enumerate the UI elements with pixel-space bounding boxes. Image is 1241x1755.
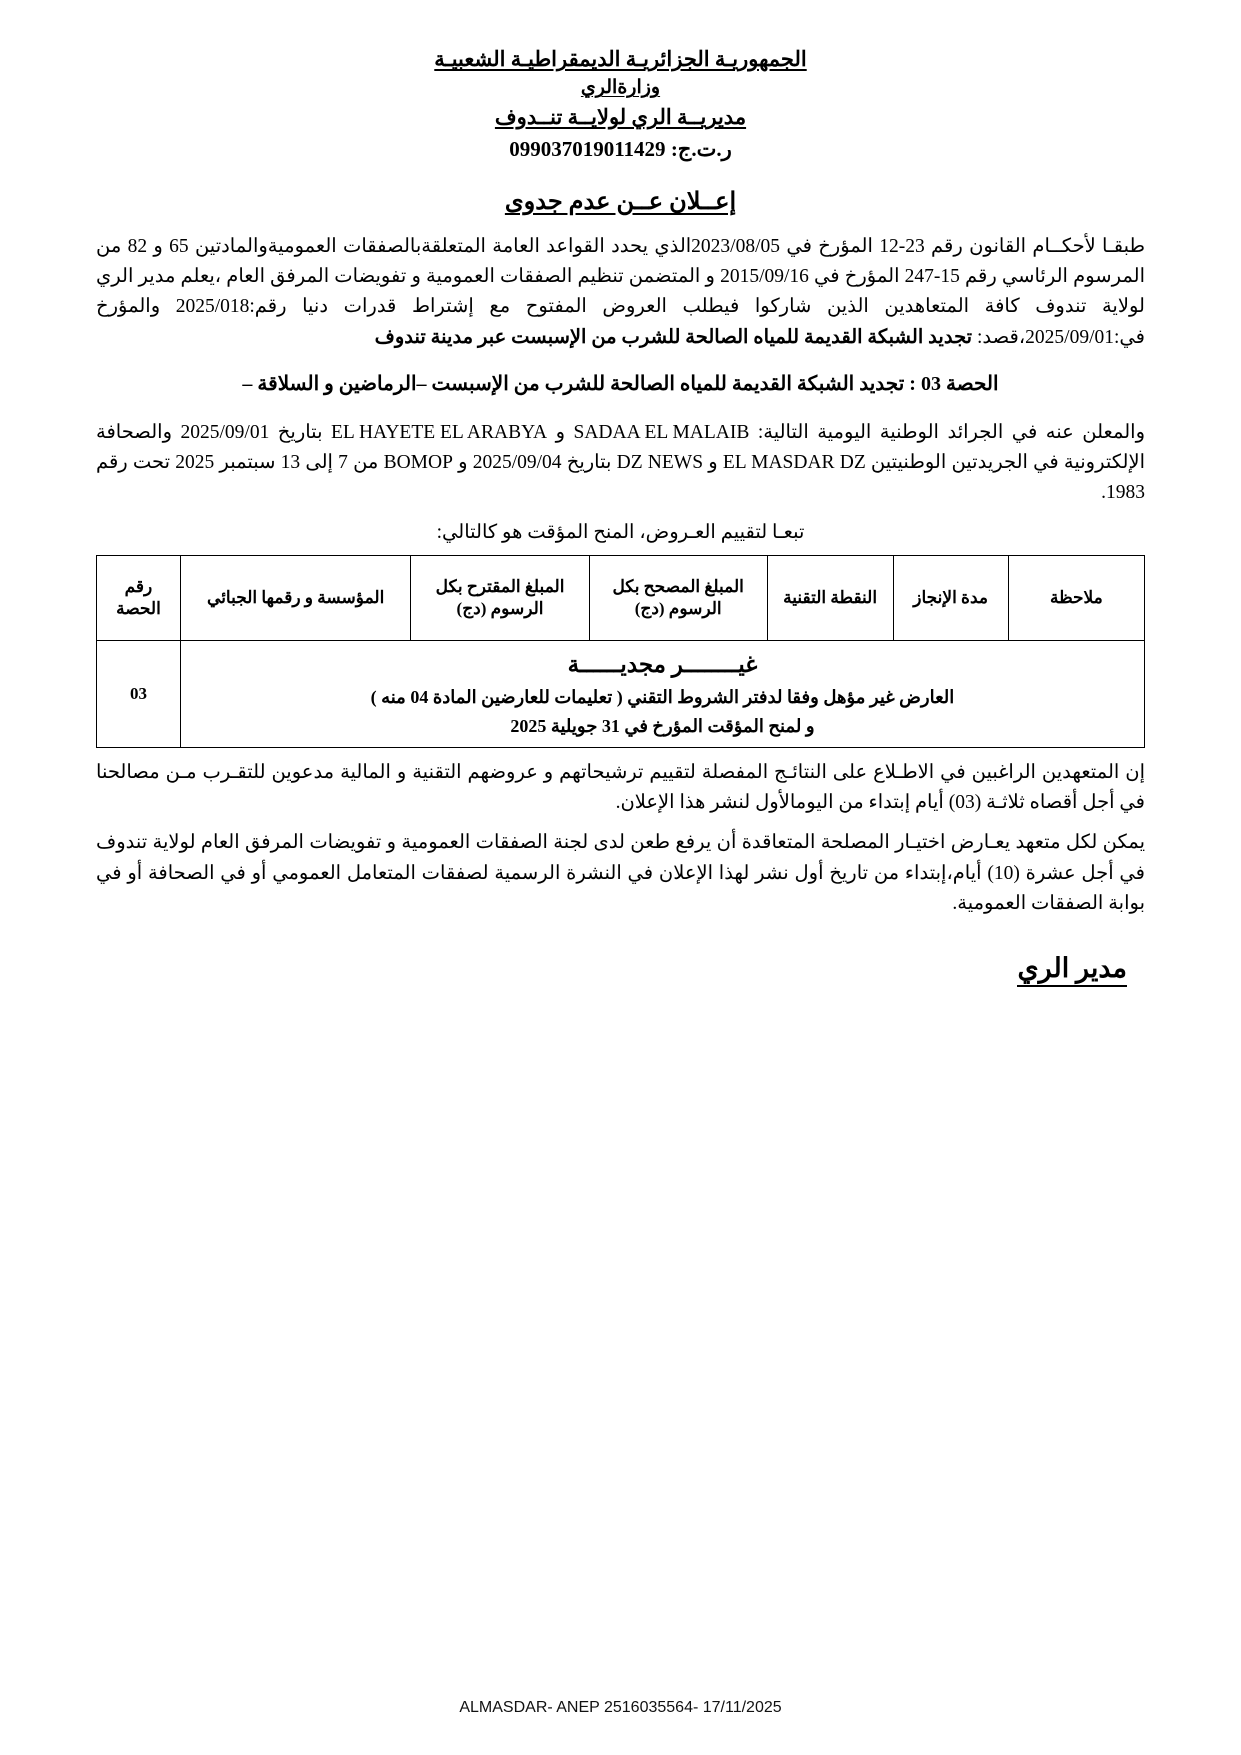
result-reason-line-1: العارض غير مؤهل وفقا لدفتر الشروط التقني ( تعليمات للعارضين المادة 04 منه ) (370, 687, 955, 708)
publications-prefix: والمعلن عنه في الجرائد الوطنية اليومية التالية: (749, 421, 1145, 443)
paragraph-publications (96, 418, 1145, 509)
table-header-technical-score: النقطة التقنية (767, 555, 893, 640)
table-header-corrected-amount: المبلغ المصحح بكل الرسوم (دج) (589, 555, 767, 640)
signature-block (96, 953, 1145, 984)
publications-conjunction: و (547, 421, 574, 443)
document-footer: ALMASDAR- ANEP 2516035564- 17/11/2025 (459, 1699, 782, 1716)
newspaper-el-hayete-el-arabya: EL HAYETE EL ARABYA (330, 421, 548, 443)
table-header-delay: مدة الإنجاز (893, 555, 1008, 640)
header-republic: الجمهوريـة الجزائريـة الديمقراطيـة الشعبيـة (434, 47, 807, 71)
paragraph-legal-basis-subject: تجديد الشبكة القديمة للمياه الصالحة للشرب من الإسبست عبر مدينة تندوف (374, 326, 973, 348)
document-header (96, 44, 1145, 165)
table-header-lot-number: رقم الحصة (97, 555, 181, 640)
paragraph-appeal-rights: يمكن لكل متعهد يعـارض اختيـار المصلحة المتعاقدة أن يرفع طعن لدى لجنة الصفقات العمومية و تفويضات المرفق العام لولاية تندوف في أجل عشرة (10) أيام،إبتداء من تاريخ أول نشر لهذا الإعلان في النشرة الرسمية لصفقات المتعامل العمومي أو في الصحافة أو في بوابة الصفقات العمومية. (96, 832, 1145, 914)
table-header-row (97, 555, 1145, 640)
lot-description: الحصة 03 : تجديد الشبكة القديمة للمياه الصالحة للشرب من الإسبست –الرماضين و السلاقة – (242, 372, 999, 395)
table-header-proposed-amount: المبلغ المقترح بكل الرسوم (دج) (411, 555, 589, 640)
paragraph-legal-basis-text: طبقـا لأحكــام القانون رقم 23-12 المؤرخ في 2023/08/05الذي يحدد القواعد العامة المتعلقةبالصفقات العموميةوالمادتين 65 و 82 من المرسوم الرئاسي رقم 15-247 المؤرخ في 2015/09/16 و المتضمن تنظيم الصفقات العمومية و تفويضات المرفق العام ،يعلم مدير الري لولاية تندوف كافة المتعاهدين الذين شاركوا فيطلب العروض المفتوح مع إشتراط قدرات دنيا رقم:2025/018 والمؤرخ في:2025/09/01،قصد: (96, 235, 1145, 348)
page-title: إعــلان عــن عدم جدوى (504, 188, 737, 215)
table-cell-result-merged (180, 640, 1144, 747)
result-reason-line-2: و لمنح المؤقت المؤرخ في 31 جويلية 2025 (510, 716, 815, 737)
table-header-company: المؤسسة و رقمها الجبائي (180, 555, 411, 640)
publications-line-3: 2025/09/04 و BOMOP من 7 إلى 13 سبتمبر 2025 تحت رقم 1983. (96, 451, 1145, 504)
paragraph-legal-basis (96, 232, 1145, 353)
paragraph-award-intro: تبعـا لتقييم العـروض، المنح المؤقت هو كالتالي: (436, 522, 805, 544)
paragraph-detailed-results: إن المتعهدين الراغبين في الاطـلاع على النتائـج المفصلة لتقييم ترشيحاتهم و عروضهم التقنية و المالية مدعوين للتقـرب مـن مصالحنا في أجل أقصاه ثلاثـة (03) أيام إبتداء من اليومالأول لنشر هذا الإعلان. (96, 762, 1145, 814)
results-table (96, 555, 1145, 748)
header-ministry: وزارةالري (580, 77, 661, 99)
header-directorate: مديريــة الري لولايــة تنــدوف (494, 104, 747, 129)
publications-line-2: بتاريخ 2025/09/01 والصحافة الإلكترونية في الجريدتين الوطنيتين EL MASDAR DZ و DZ NEWS بتاريخ (96, 421, 1145, 473)
header-nif: ر.ت.ج: 099037019011429 (509, 137, 732, 162)
signature-title: مدير الري (1017, 953, 1127, 987)
table-header-note: ملاحظة (1008, 555, 1144, 640)
table-cell-lot-number: 03 (97, 640, 181, 747)
newspaper-sadaa-el-malaib: SADAA EL MALAIB (573, 421, 750, 443)
table-row (97, 640, 1145, 747)
result-status-text: غيــــــــر مجديــــــة (567, 651, 758, 677)
